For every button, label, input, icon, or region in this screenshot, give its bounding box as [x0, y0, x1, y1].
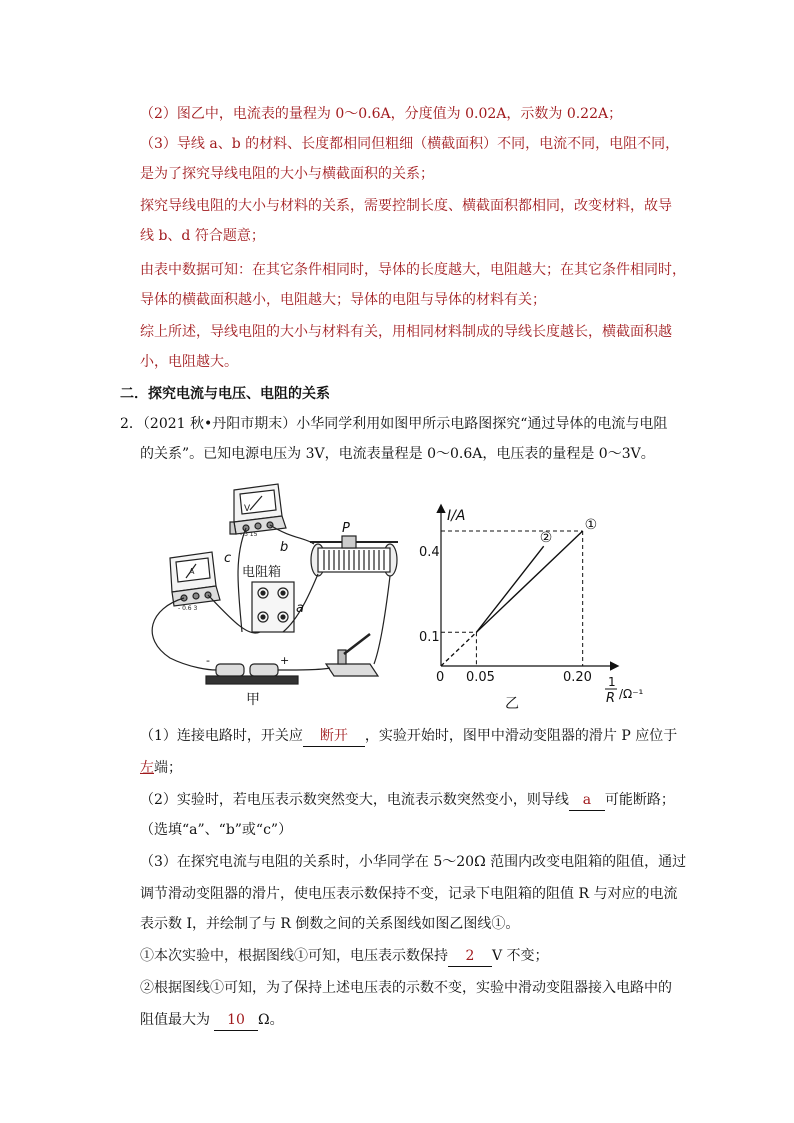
q1-answer-end: 左	[140, 760, 154, 776]
battery-plus: +	[280, 654, 290, 667]
voltmeter-terminals: - 3 15	[240, 531, 258, 538]
rheostat	[310, 536, 398, 576]
q3-line-3: 表示数 I，并绘制了与 R 倒数之间的关系图线如图乙图线①。	[140, 916, 520, 932]
wire-b-label: b	[280, 540, 289, 555]
q1-text-b: ，实验开始时，图甲中滑动变阻器的滑片 P 应位于	[364, 728, 678, 744]
q3-2-line-1: ②根据图线①可知，为了保持上述电压表的示数不变，实验中滑动变阻器接入电路中的	[140, 980, 672, 996]
solution-line-8: 综上所述，导线电阻的大小与材料有关，用相同材料制成的导线长度越长，横截面积越	[140, 324, 672, 340]
q1-line-2	[140, 758, 182, 778]
q3-1-answer-voltage: 2	[448, 946, 492, 967]
q3-1-line	[140, 946, 549, 967]
series-1-line	[476, 531, 582, 632]
series-2-label: ②	[539, 530, 553, 547]
origin-label: 0	[436, 670, 445, 685]
q1-answer-switch: 断开	[303, 726, 365, 747]
q2-answer-wire: a	[569, 790, 605, 811]
q3-1-text-a: ①本次实验中，根据图线①可知，电压表示数保持	[140, 948, 448, 964]
q3-2-text-a: 阻值最大为	[140, 1012, 210, 1028]
solution-line-2: （3）导线 a、b 的材料、长度都相同但粗细（横截面积）不同，电流不同，电阻不同，	[140, 136, 680, 152]
figure-graph	[405, 498, 665, 710]
x-axis-unit: /Ω⁻¹	[619, 687, 644, 701]
q2-line-1	[140, 790, 675, 811]
x-tick-0-05: 0.05	[466, 670, 495, 685]
series-2-dashed-segment	[441, 632, 476, 666]
y-tick-0-4: 0.4	[419, 545, 440, 560]
resistance-box-label: 电阻箱	[242, 565, 282, 580]
voltmeter-symbol: V	[244, 504, 251, 514]
solution-line-4: 探究导线电阻的大小与材料的关系，需要控制长度、横截面积都相同，改变材料，故导	[140, 198, 672, 214]
series-2-line	[476, 546, 543, 632]
voltmeter	[230, 484, 286, 534]
q1-text-a: （1）连接电路时，开关应	[140, 728, 303, 744]
switch	[326, 634, 378, 676]
q1-text-c: 端；	[154, 760, 182, 776]
problem-line-2: 的关系”。已知电源电压为 3V，电流表量程是 0～0.6A，电压表的量程是 0～3V。	[140, 446, 655, 462]
solution-line-6: 由表中数据可知：在其它条件相同时，导体的长度越大，电阻越大；在其它条件相同时，	[140, 262, 686, 278]
ammeter-symbol: A	[189, 567, 195, 576]
solution-line-9: 小，电阻越大。	[140, 354, 238, 370]
q3-1-text-b: V 不变；	[492, 948, 549, 964]
solution-line-3: 是为了探究导线电阻的大小与横截面积的关系；	[140, 166, 434, 182]
y-tick-0-1: 0.1	[419, 630, 440, 645]
figure-right-caption: 乙	[505, 696, 519, 710]
solution-line-7: 导体的横截面积越小，电阻越大；导体的电阻与导体的材料有关；	[140, 292, 546, 308]
q3-2-text-b: Ω。	[258, 1012, 284, 1028]
q2-text-b: 可能断路；	[604, 792, 675, 808]
q2-line-2: （选填“a”、“b”或“c”）	[140, 822, 293, 838]
ammeter	[170, 552, 220, 606]
q3-2-answer-resistance: 10	[214, 1010, 258, 1031]
wire-a-label: a	[296, 601, 304, 616]
solution-line-1: （2）图乙中，电流表的量程为 0～0.6A，分度值为 0.02A，示数为 0.22A；	[140, 106, 623, 122]
figure-circuit	[130, 478, 420, 710]
series-1-label: ①	[584, 517, 598, 533]
x-axis-label-numerator: 1	[608, 675, 616, 689]
slider-p-label: P	[342, 521, 350, 536]
resistance-box	[252, 582, 294, 632]
figure-left-caption: 甲	[246, 692, 260, 708]
solution-line-5: 线 b、d 符合题意；	[140, 228, 265, 244]
x-axis-label-denominator: R	[606, 691, 616, 706]
q1-line-1	[140, 726, 677, 747]
wire-c-label: c	[224, 551, 232, 566]
problem-line-1: 2．（2021 秋•丹阳市期末）小华同学利用如图甲所示电路图探究“通过导体的电流与电阻	[120, 416, 668, 432]
x-tick-0-20: 0.20	[563, 670, 592, 685]
q3-2-line-2	[140, 1010, 284, 1031]
battery	[206, 664, 298, 684]
q2-text-a: （2）实验时，若电压表示数突然变大，电流表示数突然变小，则导线	[140, 792, 569, 808]
ammeter-terminals: - 0.6 3	[178, 605, 198, 612]
q3-line-1: （3）在探究电流与电阻的关系时，小华同学在 5～20Ω 范围内改变电阻箱的阻值，通过	[140, 854, 687, 870]
y-axis-label: I/A	[447, 508, 466, 524]
section-heading: 二．探究电流与电压、电阻的关系	[120, 386, 330, 402]
battery-minus: -	[206, 654, 210, 667]
q3-line-2: 调节滑动变阻器的滑片，使电压表示数保持不变，记录下电阻箱的阻值 R 与对应的电流	[140, 886, 678, 902]
